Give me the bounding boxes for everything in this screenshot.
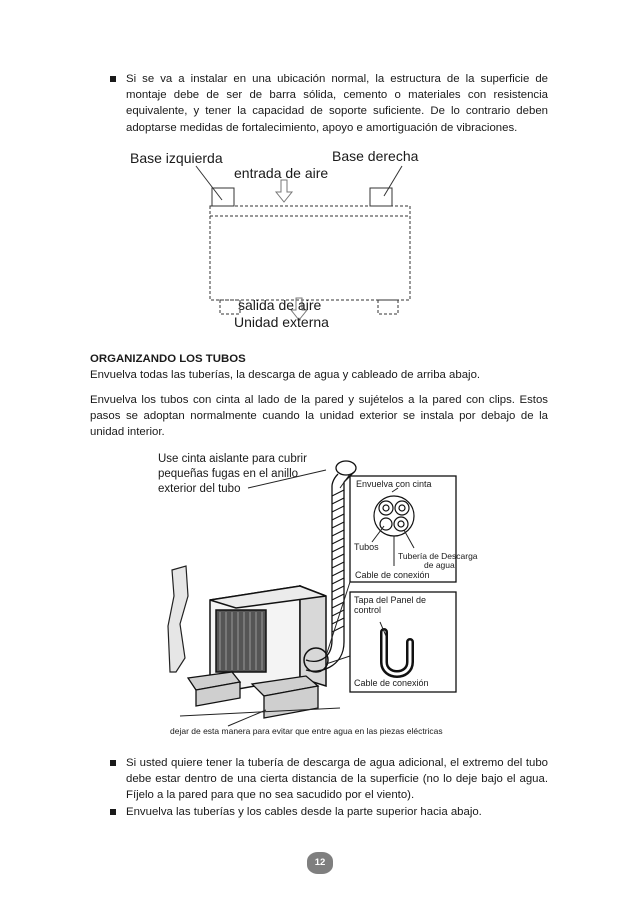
label-connection-cable-1: Cable de conexión	[355, 570, 430, 580]
label-external-unit: Unidad externa	[234, 314, 329, 330]
bullet-list-bottom	[90, 755, 548, 820]
label-air-inlet: entrada de aire	[234, 165, 329, 181]
label-control-panel-cover-2: control	[354, 605, 382, 615]
label-tape-note-1: Use cinta aislante para cubrir	[158, 453, 307, 465]
figure-pipe-wrapping	[0, 446, 638, 746]
bullet-item: Si usted quiere tener la tubería de descarga de agua adicional, el extremo del tubo debe estar dentro de una cierta distancia de la superficie (no lo deje bajo el agua. Fíjelo a la pared para que no sea sacudido por el viento).	[90, 755, 548, 804]
bullet-square-icon	[110, 76, 116, 82]
label-air-outlet: salida de aire	[238, 297, 322, 313]
page-number-badge: 12	[307, 852, 333, 874]
label-wrap-with-tape: Envuelva con cinta	[356, 479, 432, 489]
label-drain-pipe: Tubería de Descarga	[398, 551, 478, 561]
figure-outdoor-unit-bases	[0, 140, 638, 340]
label-base-left: Base izquierda	[130, 150, 223, 166]
bullet-list-top	[90, 71, 548, 136]
bullet-item: Si se va a instalar en una ubicación normal, la estructura de la superficie de montaje debe de ser de barra sólida, cemento o materiales con resistencia equivalente, y tener la capacidad de soporte suficiente. De lo contrario deben adoptarse medidas de fortalecimiento, apoyo e amortiguación de vibraciones.	[90, 71, 548, 136]
bullet-square-icon	[110, 809, 116, 815]
paragraph-fix-to-wall: Envuelva los tubos con cinta al lado de la pared y sujételos a la pared con clips. Estos pasos se adoptan normalmente cuando la unidad exterior se instala por debajo de la unidad interior.	[90, 394, 548, 439]
figure-caption: dejar de esta manera para evitar que entre agua en las piezas eléctricas	[170, 726, 443, 736]
label-control-panel-cover: Tapa del Panel de	[354, 595, 427, 605]
paragraph-wrap-pipes: Envuelva todas las tuberías, la descarga de agua y cableado de arriba abajo.	[90, 369, 481, 381]
bullet-item: Envuelva las tuberías y los cables desde la parte superior hacia abajo.	[90, 804, 548, 820]
bullet-square-icon	[110, 760, 116, 766]
label-connection-cable-2: Cable de conexión	[354, 678, 429, 688]
label-tape-note-3: exterior del tubo	[158, 483, 241, 495]
label-tape-note-2: pequeñas fugas en el anillo	[158, 468, 299, 480]
label-base-right: Base derecha	[332, 148, 419, 164]
label-tubes: Tubos	[354, 542, 379, 552]
section-heading: ORGANIZANDO LOS TUBOS	[90, 353, 246, 365]
label-drain-pipe-2: de agua	[424, 560, 455, 570]
